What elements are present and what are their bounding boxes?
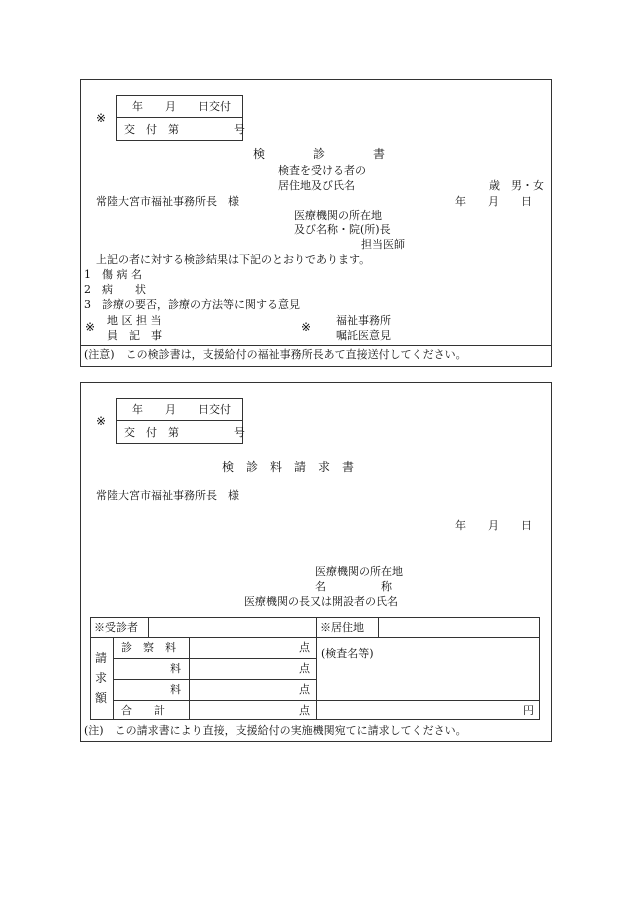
institution-address-label: 医療機関の所在地 <box>315 565 403 578</box>
welfare-label-2: 嘱託医意見 <box>336 329 391 342</box>
welfare-mark: ※ <box>301 320 312 334</box>
residence-label: ※居住地 <box>320 621 364 634</box>
fee-row-label-2: 料 <box>170 662 181 675</box>
district-label-2: 員 記 事 <box>107 329 162 342</box>
fee-row-unit-2: 点 <box>299 662 310 675</box>
patient-field[interactable] <box>149 618 315 636</box>
welfare-label: 福祉事務所 <box>336 314 391 327</box>
institution-head-label: 医療機関の長又は開設者の氏名 <box>244 595 398 608</box>
form-title-2: 検 診 料 請 求 書 <box>222 460 355 474</box>
district-label: 地 区 担 当 <box>107 314 162 327</box>
subject-label-2: 居住地及び氏名 <box>278 179 355 192</box>
form-title: 検 診 書 <box>253 147 386 161</box>
fee-row-label: 診 察 料 <box>121 641 176 654</box>
item-injury: 1 傷 病 名 <box>84 268 142 281</box>
patient-label: ※受診者 <box>94 621 138 634</box>
institution-name-label: 名 称 <box>315 580 392 593</box>
total-label: 合 計 <box>121 704 165 717</box>
district-mark: ※ <box>85 320 96 334</box>
issue-number-row-2: 交 付 第 号 <box>124 426 245 439</box>
age-sex: 歳 男・女 <box>489 179 544 192</box>
total-unit: 点 <box>299 704 310 717</box>
subject-label: 検査を受ける者の <box>278 164 366 177</box>
statement: 上記の者に対する検診結果は下記のとおりであります。 <box>96 253 371 266</box>
official-use-mark-2: ※ <box>96 414 107 428</box>
fee-row-label-3: 料 <box>170 683 181 696</box>
doctor-label: 担当医師 <box>361 238 405 251</box>
fee-row-unit-3: 点 <box>299 683 310 696</box>
exam-name-label: (検査名等) <box>321 647 374 660</box>
fee-row-unit: 点 <box>299 641 310 654</box>
item-condition: 2 病 状 <box>84 283 146 296</box>
addressee-2: 常陸大宮市福祉事務所長 様 <box>96 489 239 502</box>
form-note: (注意) この検診書は，支援給付の福祉事務所長あて直接送付してください。 <box>84 348 467 361</box>
yen-unit: 円 <box>523 704 534 717</box>
form-note-2: (注) この請求書により直接，支援給付の実施機関宛てに請求してください。 <box>84 724 467 737</box>
issue-date-row: 年 月 日交付 <box>132 100 231 113</box>
issue-date-row-2: 年 月 日交付 <box>132 403 231 416</box>
item-opinion: 3 診療の要否，診療の方法等に関する意見 <box>84 298 300 311</box>
claim-amount-label: 請求額 <box>95 651 108 705</box>
form-date-2: 年 月 日 <box>455 519 532 532</box>
form-date: 年 月 日 <box>455 195 532 208</box>
official-use-mark: ※ <box>96 111 107 125</box>
institution-label: 医療機関の所在地 <box>294 209 382 222</box>
institution-label-2: 及び名称・院(所)長 <box>294 223 391 236</box>
addressee: 常陸大宮市福祉事務所長 様 <box>96 195 239 208</box>
residence-field[interactable] <box>379 618 539 636</box>
issue-number-row: 交 付 第 号 <box>124 123 245 136</box>
